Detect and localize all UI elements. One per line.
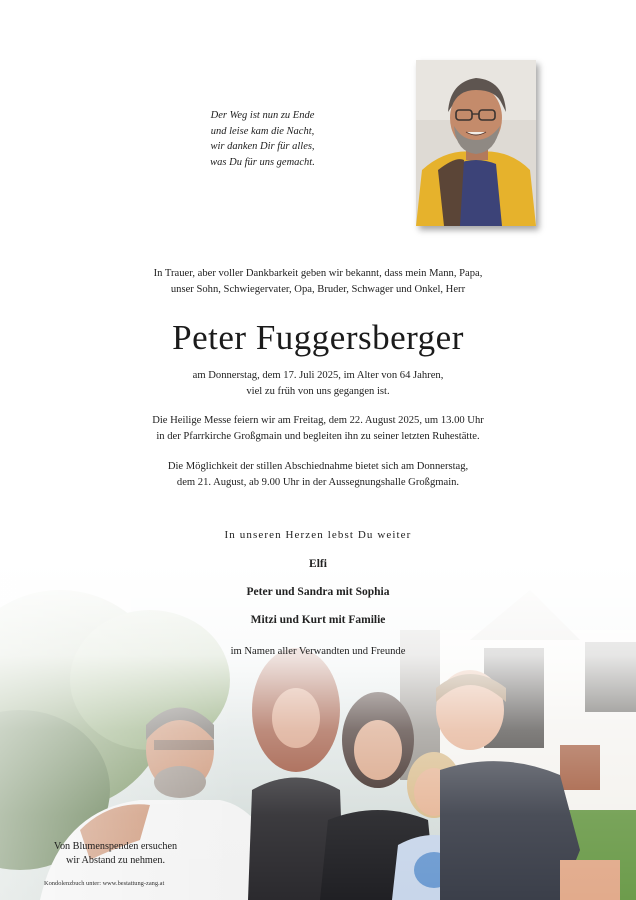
intro-line: In Trauer, aber voller Dankbarkeit geben wir bekannt, dass mein Mann, Papa, <box>153 268 483 279</box>
intro-line: unser Sohn, Schwiegervater, Opa, Bruder, Schwager und Onkel, Herr <box>170 284 466 295</box>
viewing-line: dem 21. August, ab 9.00 Uhr in der Aussegnungshalle Großgmain. <box>176 477 460 488</box>
memorial-motto: In unseren Herzen lebst Du weiter <box>224 529 412 541</box>
poem-line: wir danken Dir für alles, <box>210 141 315 152</box>
viewing-info <box>0 459 636 491</box>
deceased-name: Peter Fuggersberger <box>172 318 464 357</box>
poem-line: was Du für uns gemacht. <box>210 156 315 168</box>
flowers-line: Von Blumenspenden ersuchen <box>53 841 178 852</box>
family-member: Elfi <box>309 558 327 570</box>
mass-line: in der Pfarrkirche Großgmain und begleiten ihn zu seiner letzten Ruhestätte. <box>156 431 480 442</box>
poem-line: und leise kam die Nacht, <box>210 125 315 137</box>
viewing-line: Die Möglichkeit der stillen Abschiednahme bietet sich am Donnerstag, <box>167 461 469 472</box>
poem-line: Der Weg ist nun zu Ende <box>210 110 315 121</box>
flowers-line: wir Abstand zu nehmen. <box>65 855 166 866</box>
funeral-mass-info <box>0 413 636 445</box>
flowers-note <box>28 840 203 868</box>
death-line: am Donnerstag, dem 17. Juli 2025, im Alter von 64 Jahren, <box>192 370 444 381</box>
death-line: viel zu früh von uns gegangen ist. <box>246 386 390 397</box>
mass-line: Die Heilige Messe feiern wir am Freitag, dem 22. August 2025, um 13.00 Uhr <box>152 415 484 426</box>
portrait-photo <box>416 60 536 226</box>
intro-text <box>0 266 636 298</box>
relatives-line: im Namen aller Verwandten und Freunde <box>230 646 406 657</box>
death-notice <box>0 368 636 400</box>
condolence-link[interactable]: Kondolenzbuch unter: www.bestattung-zang.at <box>44 880 165 887</box>
family-member: Peter und Sandra mit Sophia <box>246 586 390 598</box>
family-member: Mitzi und Kurt mit Familie <box>250 614 386 626</box>
memorial-poem <box>160 108 365 170</box>
